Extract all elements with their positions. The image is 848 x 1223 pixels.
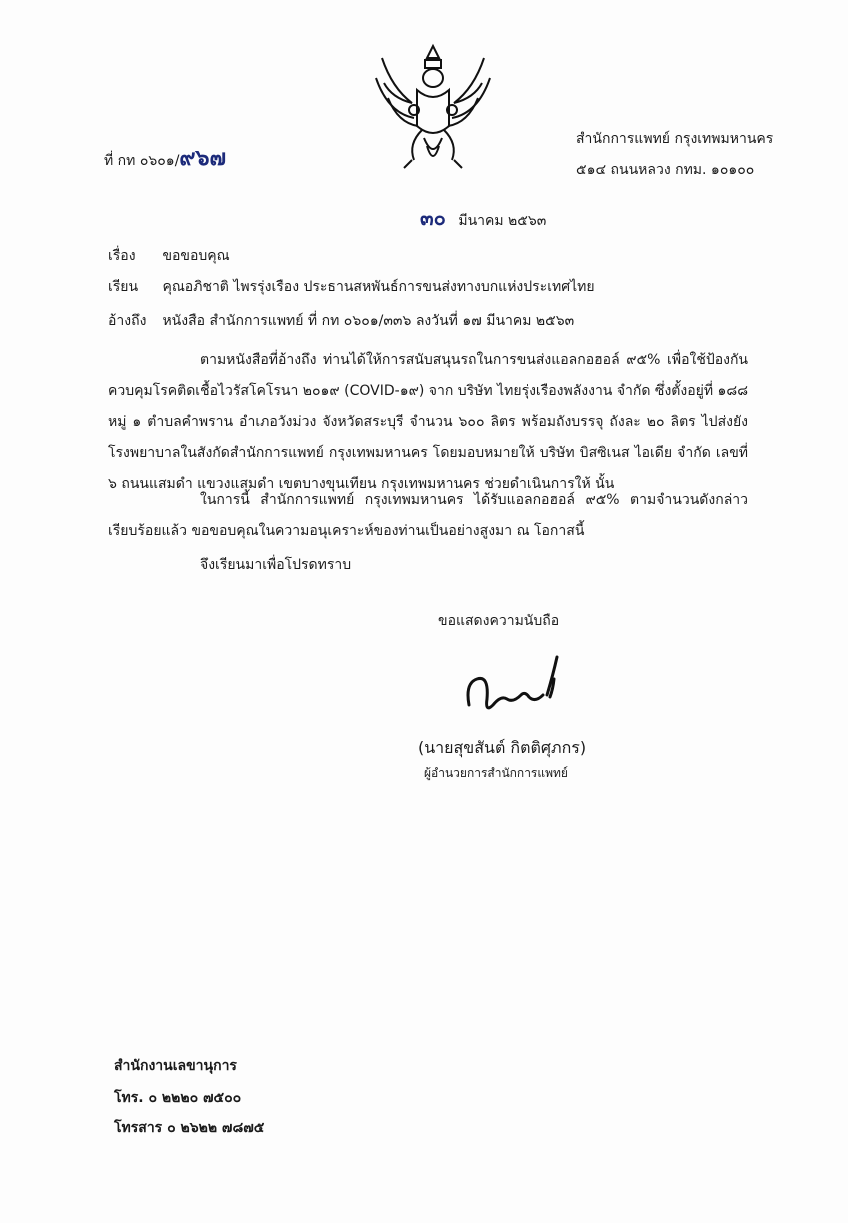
body-paragraph-3-text: จึงเรียนมาเพื่อโปรดทราบ (200, 557, 352, 573)
handwritten-signature-icon (455, 655, 575, 725)
reference-line (108, 310, 574, 332)
reference-value: หนังสือ สำนักการแพทย์ ที่ กท ๐๖๐๑/๓๓๖ ลงวันที่ ๑๗ มีนาคม ๒๕๖๓ (162, 313, 575, 329)
office-name: สำนักการแพทย์ กรุงเทพมหานคร (576, 131, 774, 147)
body-paragraph-2-text: ในการนี้ สำนักการแพทย์ กรุงเทพมหานคร ได้รับแอลกอฮอล์ ๙๕% ตามจำนวนดังกล่าวเรียบร้อยแล้ว ขอขอบคุณในความอนุเคราะห์ของท่านเป็นอย่างสูงมา ณ โอกาสนี้ (108, 492, 748, 539)
body-paragraph-1 (108, 345, 748, 500)
closing-regards: ขอแสดงความนับถือ (438, 613, 560, 629)
body-paragraph-1-text: ตามหนังสือที่อ้างถึง ท่านได้ให้การสนับสนุนรถในการขนส่งแอลกอฮอล์ ๙๕% เพื่อใช้ป้องกันควบคุมโรคติดเชื้อไวรัสโคโรนา ๒๐๑๙ (COVID-๑๙) จาก บริษัท ไทยรุ่งเรืองพลังงาน จำกัด ซึ่งตั้งอยู่ที่ ๑๘๘ หมู่ ๑ ตำบลคำพราน อำเภอวังม่วง จังหวัดสระบุรี จำนวน ๖๐๐ ลิตร พร้อมถังบรรจุ ถังละ ๒๐ ลิตร ไปส่งยังโรงพยาบาลในสังกัดสำนักการแพทย์ กรุงเทพมหานคร โดยมอบหมายให้ บริษัท บิสซิเนส ไอเดีย จำกัด เลขที่ ๖ ถนนแสมดำ แขวงแสมดำ เขตบางขุนเทียน กรุงเทพมหานคร ช่วยดำเนินการให้ นั้น (108, 352, 748, 492)
footer-phone: โทร. ๐ ๒๒๒๐ ๗๕๐๐ (114, 1090, 242, 1106)
office-address: ๕๑๔ ถนนหลวง กทม. ๑๐๑๐๐ (576, 162, 755, 178)
subject-label: เรื่อง (108, 248, 136, 264)
addressee-line (108, 276, 595, 298)
signer-title: ผู้อำนวยการสำนักการแพทย์ (424, 766, 568, 780)
reference-handwritten-number: ๙๖๗ (179, 146, 227, 171)
body-paragraph-3 (108, 550, 748, 581)
garuda-emblem-icon (372, 38, 494, 173)
reference-label: อ้างถึง (108, 313, 147, 329)
date-month-year: มีนาคม ๒๕๖๓ (458, 213, 547, 229)
footer-department: สำนักงานเลขานุการ (114, 1058, 237, 1074)
reference-prefix: ที่ กท ๐๖๐๑/ (104, 153, 180, 169)
signer-name: (นายสุขสันต์ กิตติศุภกร) (418, 738, 587, 757)
subject-value: ขอขอบคุณ (162, 248, 230, 264)
addressee-label: เรียน (108, 279, 139, 295)
date-day-handwritten: ๓๐ (420, 206, 446, 230)
letter-date (420, 202, 546, 234)
reference-number (104, 140, 226, 175)
addressee-value: คุณอภิชาติ ไพรรุ่งเรือง ประธานสหพันธ์การขนส่งทางบกแห่งประเทศไทย (162, 279, 595, 295)
footer-fax: โทรสาร ๐ ๒๖๒๒ ๗๘๗๕ (114, 1120, 265, 1136)
body-paragraph-2 (108, 485, 748, 547)
subject-line (108, 245, 230, 267)
